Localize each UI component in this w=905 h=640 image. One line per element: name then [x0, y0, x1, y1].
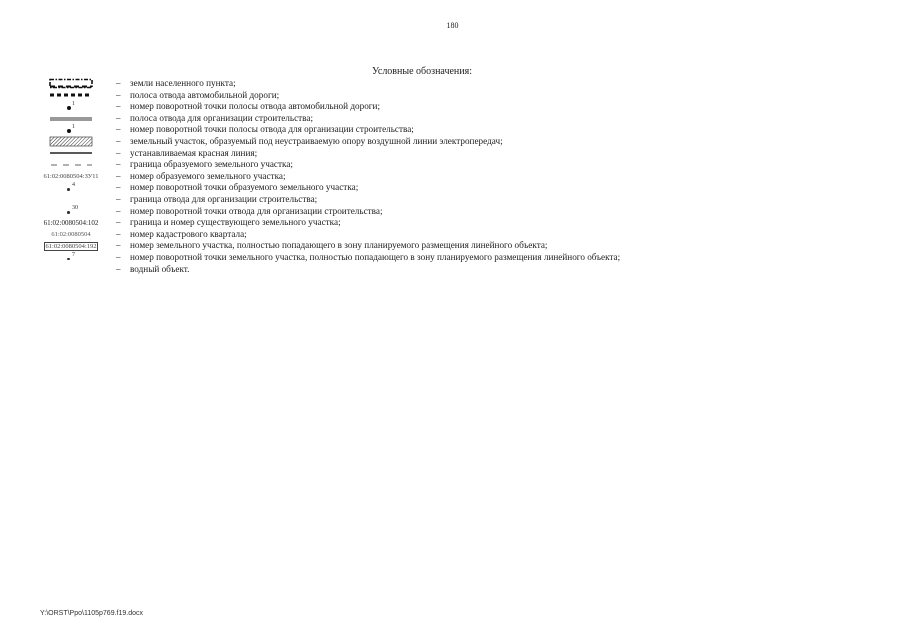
dash: – [116, 205, 121, 216]
legend-item-text: номер поворотной точки полосы отвода автомобильной дороги; [130, 101, 381, 112]
dash: – [116, 217, 121, 228]
page-number: 180 [446, 21, 459, 30]
legend-item-text: номер поворотной точки земельного участка, полностью попадающего в зону планируемого размещения линейного объекта; [130, 251, 621, 262]
legend-item [34, 182, 874, 194]
boxed-parcel-label: 61:02:0080504:192 [45, 242, 97, 250]
legend-item-text: полоса отвода автомобильной дороги; [130, 89, 280, 100]
existing-parcel-label: 61:02:0080504:102 [43, 218, 99, 227]
legend-item-text: граница отвода для организации строительства; [130, 193, 318, 204]
turn-point-label: 7 [72, 251, 75, 258]
turn-point-label: 1 [72, 124, 75, 131]
hatched-area-icon [34, 136, 108, 148]
parcel-number-text [34, 171, 108, 183]
dash: – [116, 182, 121, 193]
legend-item-text: номер поворотной точки полосы отвода для организации строительства; [130, 124, 414, 135]
red-line-icon [34, 148, 108, 160]
legend-title: Условные обозначения: [372, 66, 473, 77]
legend-item-text: номер кадастрового квартала; [130, 228, 247, 239]
turn-point-small-icon [34, 182, 108, 194]
cadastral-quarter-label: 61:02:0080504 [51, 231, 91, 239]
legend-item [34, 240, 874, 252]
dash: – [116, 228, 121, 239]
legend-item-text: устанавливаемая красная линия; [130, 147, 258, 158]
legend-item-text: земельный участок, образуемый под неустраиваемую опору воздушной линии электропередач; [130, 135, 503, 146]
legend-item [34, 159, 874, 171]
blank-symbol [34, 264, 108, 276]
turn-point-label: 4 [72, 182, 75, 189]
dash: – [116, 193, 121, 204]
turn-point-label: 30 [72, 205, 78, 212]
legend-item [34, 229, 874, 241]
dash: – [116, 159, 121, 170]
construction-strip-icon [34, 113, 108, 125]
dash: – [116, 240, 121, 251]
legend-item-text: граница и номер существующего земельного участка; [130, 217, 341, 228]
dash: – [116, 112, 121, 123]
legend-item [34, 264, 874, 276]
blank-symbol [34, 194, 108, 206]
legend-item-text: номер образуемого земельного участка; [130, 170, 286, 181]
existing-parcel-text [34, 217, 108, 229]
boxed-parcel-text [34, 240, 108, 252]
turn-point-small-icon [34, 252, 108, 264]
legend-item-text: номер поворотной точки отвода для организации строительства; [130, 205, 383, 216]
dash: – [116, 170, 121, 181]
dashed-boundary-icon [34, 159, 108, 171]
parcel-number-label: 61:02:0080504:ЗУ11 [43, 173, 99, 181]
legend-item [34, 124, 874, 136]
settlement-boundary-icon [34, 78, 108, 90]
dash: – [116, 251, 121, 262]
legend-item [34, 171, 874, 183]
legend-item [34, 101, 874, 113]
legend-item [34, 113, 874, 125]
legend-item [34, 206, 874, 218]
turn-point-small-icon [34, 206, 108, 218]
dash: – [116, 124, 121, 135]
legend-item-text: водный объект. [130, 263, 190, 274]
legend-item [34, 136, 874, 148]
legend-item [34, 90, 874, 102]
legend-item [34, 78, 874, 90]
footer-file-path: Y:\ORST\Ppo\1105p769.f19.docx [40, 610, 143, 617]
legend [34, 78, 874, 275]
legend-item [34, 252, 874, 264]
legend-item-text: номер поворотной точки образуемого земельного участка; [130, 182, 359, 193]
turn-point-label: 1 [72, 100, 75, 107]
road-strip-icon [34, 90, 108, 102]
legend-item-text: граница образуемого земельного участка; [130, 159, 293, 170]
legend-item [34, 194, 874, 206]
legend-item-text: номер земельного участка, полностью попадающего в зону планируемого размещения линейного объекта; [130, 240, 548, 251]
legend-item-text: земли населенного пункта; [130, 78, 236, 88]
legend-item-text: полоса отвода для организации строительства; [130, 112, 314, 123]
dash: – [116, 89, 121, 100]
dash: – [116, 263, 121, 274]
dash: – [116, 78, 121, 88]
legend-item [34, 148, 874, 160]
turn-point-icon [34, 101, 108, 113]
legend-item [34, 217, 874, 229]
dash: – [116, 135, 121, 146]
dash: – [116, 101, 121, 112]
turn-point-icon [34, 124, 108, 136]
dash: – [116, 147, 121, 158]
cadastral-quarter-text [34, 229, 108, 241]
